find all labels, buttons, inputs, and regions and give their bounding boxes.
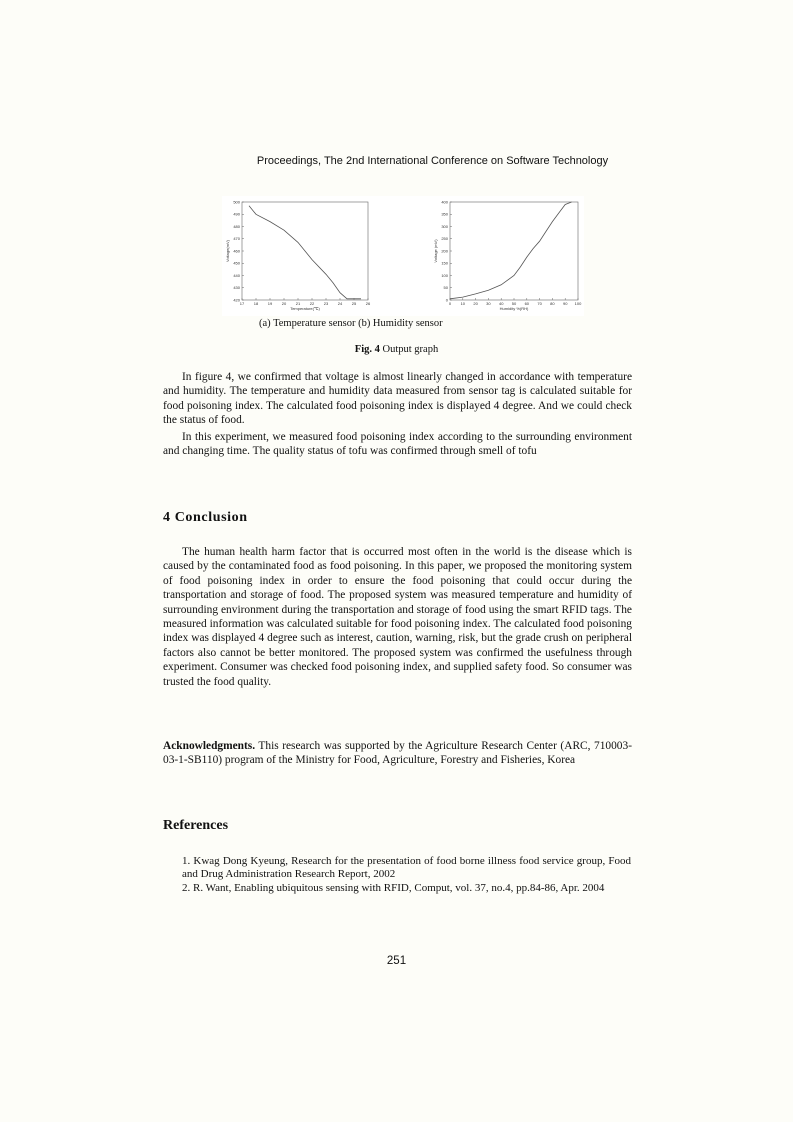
- x-axis-label: Humidity %(RH): [499, 306, 529, 311]
- x-tick-label: 22: [309, 301, 315, 306]
- acknowledgments-text: This research was supported by the Agriculture Research Center (ARC, 710003-03-1-SB110) program of the Ministry for Food, Agriculture, Forestry and Fisheries, Korea: [163, 740, 632, 767]
- x-tick-label: 90: [562, 301, 568, 306]
- y-tick-label: 460: [233, 248, 240, 254]
- body-paragraph-1-text: In figure 4, we confirmed that voltage is almost linearly changed in accordance with temperature and humidity. The temperature and humidity data measured from sensor tag is calculated suitable for food poisoning index. The calculated food poisoning index is displayed 4 degree. And we could check the status of food.: [163, 371, 632, 427]
- running-header-text: Proceedings, The 2nd International Conference on Software Technology: [256, 155, 609, 167]
- x-tick-label: 20: [473, 301, 478, 306]
- figure-caption: [0, 344, 793, 355]
- x-tick-label: 18: [253, 301, 259, 306]
- acknowledgments: [163, 739, 632, 768]
- series-line: [450, 202, 572, 299]
- plot-frame: [450, 202, 578, 300]
- figure-caption-label: Fig. 4: [354, 344, 380, 355]
- y-tick-label: 430: [233, 285, 240, 291]
- y-tick-label: 150: [441, 260, 448, 266]
- y-tick-label: 350: [441, 211, 448, 217]
- y-tick-label: 50: [443, 285, 448, 291]
- body-paragraph-1: [163, 370, 632, 428]
- y-tick-label: 0: [445, 297, 448, 303]
- x-tick-label: 19: [267, 301, 273, 306]
- x-tick-label: 0: [448, 301, 452, 306]
- x-tick-label: 70: [537, 301, 542, 306]
- y-tick-label: 300: [441, 223, 448, 229]
- temperature-chart: [222, 196, 372, 316]
- x-tick-label: 20: [281, 301, 287, 306]
- y-tick-label: 250: [441, 236, 448, 242]
- running-header: [0, 155, 793, 167]
- x-tick-label: 25: [351, 301, 357, 306]
- x-tick-label: 23: [323, 301, 329, 306]
- conclusion-heading: 4 Conclusion: [163, 510, 248, 525]
- x-tick-label: 24: [337, 301, 343, 306]
- conclusion-text: The human health harm factor that is occurred most often in the world is the disease which is caused by the contaminated food as food poisoning. In this paper, we proposed the monitoring system of food poisoning index in order to ensure the food poisoning that could occur during the transportation and storage of food. The proposed system was measured temperature and humidity of surrounding environment during the transportation and storage of food using the smart RFID tags. The measured information was calculated suitable for food poisoning index. The calculated food poisoning index was displayed 4 degree such as interest, caution, warning, risk, but the grade crush on peripheral factors also cannot be better monitored. The proposed system was confirmed the usefulness through experiment. Consumer was checked food poisoning index, and supplied safety food. So consumer was trusted the food quality.: [163, 546, 632, 688]
- page-number: 251: [386, 955, 407, 967]
- y-tick-label: 440: [233, 272, 240, 278]
- y-tick-label: 200: [441, 248, 448, 254]
- acknowledgments-label: Acknowledgments.: [163, 740, 256, 752]
- y-tick-label: 450: [233, 260, 240, 266]
- y-axis-label: Voltage (mV): [433, 239, 438, 263]
- x-tick-label: 80: [550, 301, 555, 306]
- y-tick-label: 470: [233, 236, 240, 242]
- x-tick-label: 60: [524, 301, 530, 306]
- y-tick-label: 490: [233, 211, 240, 217]
- references-heading: References: [163, 818, 229, 833]
- x-tick-label: 30: [486, 301, 491, 306]
- x-tick-label: 10: [460, 301, 466, 306]
- x-tick-label: 100: [574, 301, 582, 306]
- y-tick-label: 400: [441, 199, 448, 205]
- y-tick-label: 100: [441, 272, 448, 278]
- figure-caption-text: Output graph: [379, 344, 439, 355]
- series-line: [249, 206, 361, 299]
- x-tick-label: 40: [498, 301, 504, 306]
- body-paragraph-2-text: In this experiment, we measured food poisoning index according to the surrounding environment and changing time. The quality status of tofu was confirmed through smell of tofu: [163, 431, 632, 458]
- body-paragraph-2: [163, 430, 632, 459]
- y-tick-label: 420: [233, 297, 240, 303]
- figure-subcaption: (a) Temperature sensor (b) Humidity sensor: [259, 318, 443, 329]
- x-tick-label: 17: [239, 301, 245, 306]
- conclusion-paragraph: [163, 545, 632, 689]
- y-axis-label: Voltage(mV): [225, 239, 230, 263]
- humidity-chart: [424, 196, 584, 316]
- figure-4: [222, 196, 584, 316]
- x-tick-label: 50: [511, 301, 517, 306]
- x-axis-label: Temperature(℃): [290, 306, 320, 311]
- x-tick-label: 26: [365, 301, 371, 306]
- reference-item-2: 2. R. Want, Enabling ubiquitous sensing with RFID, Comput, vol. 37, no.4, pp.84-86, Apr. 2004: [182, 882, 605, 894]
- y-tick-label: 500: [233, 199, 240, 205]
- reference-item-1: 1. Kwag Dong Kyeung, Research for the presentation of food borne illness food service group, Food and Drug Administration Research Report, 2002: [182, 855, 631, 880]
- x-tick-label: 21: [295, 301, 301, 306]
- y-tick-label: 480: [233, 223, 240, 229]
